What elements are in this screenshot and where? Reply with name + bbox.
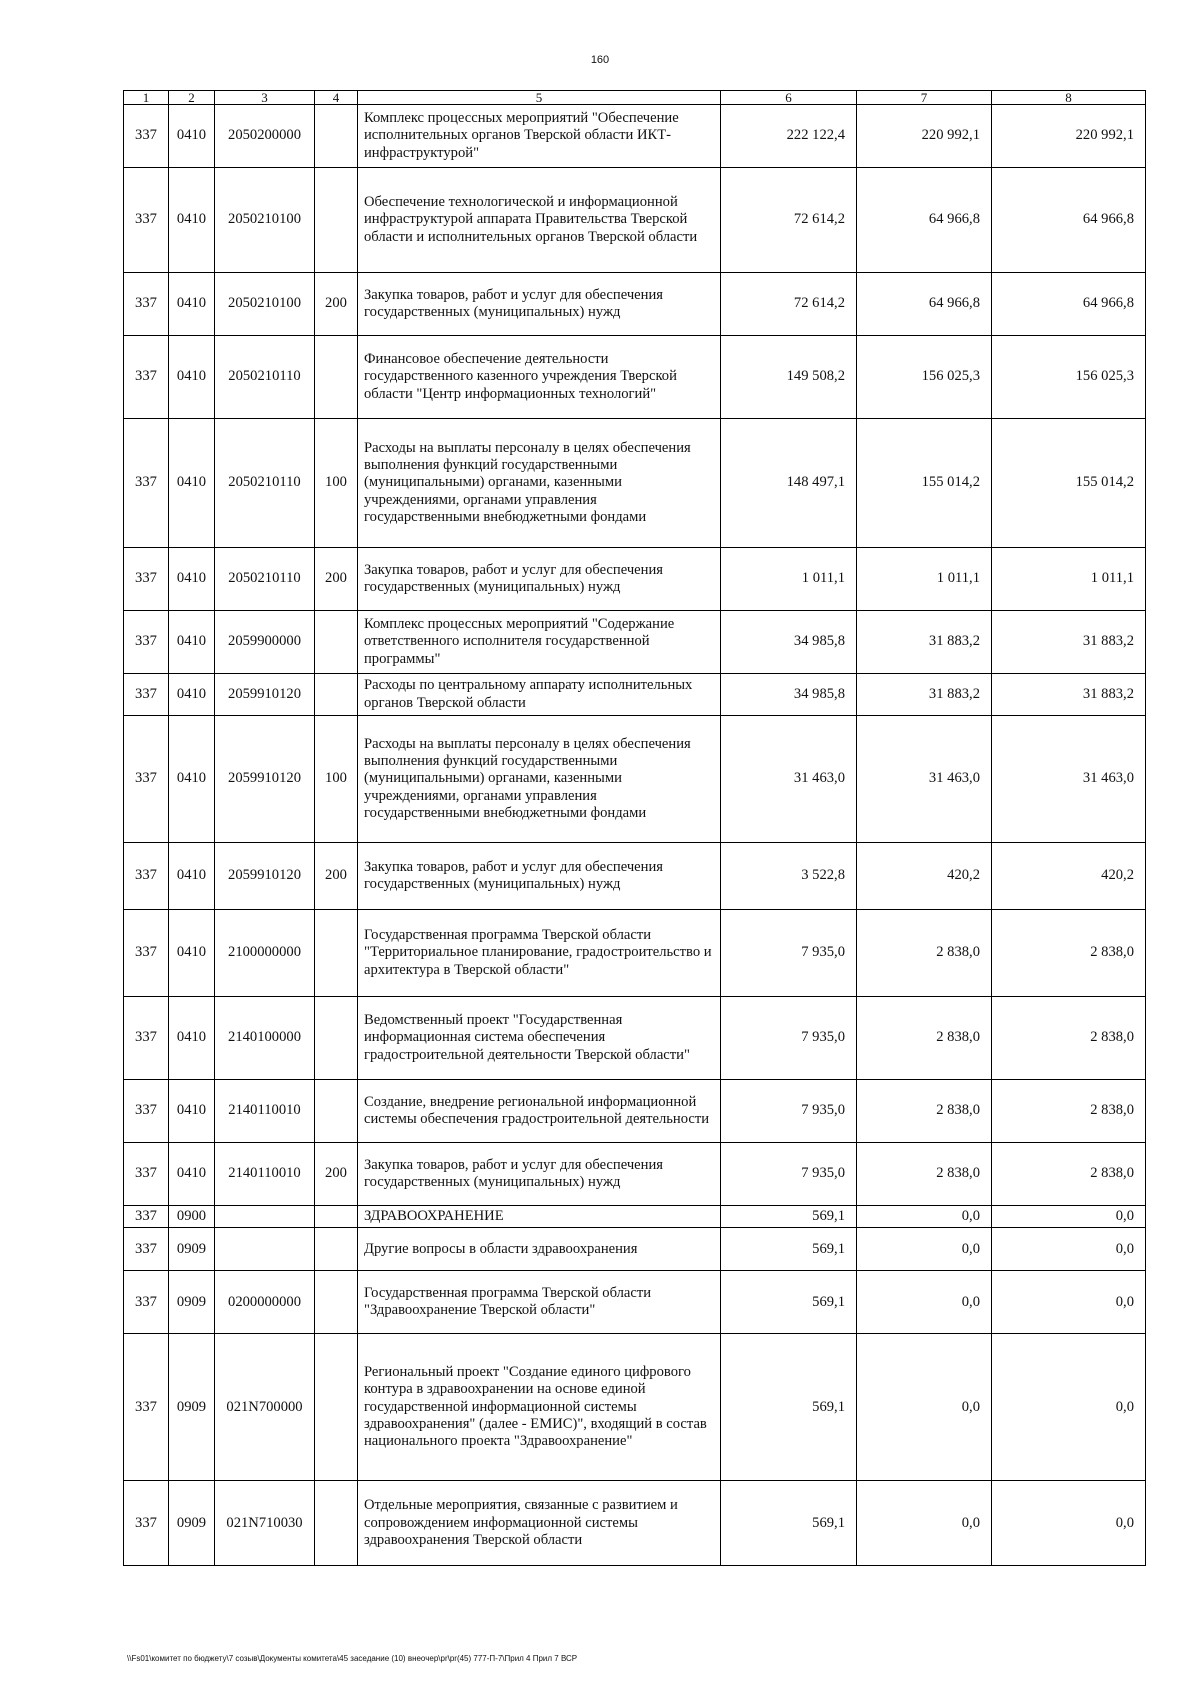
section-code-cell: 0410 [169,611,215,674]
amount-col6-cell: 148 497,1 [721,419,857,548]
column-header-4: 4 [315,91,358,105]
description-cell: Закупка товаров, работ и услуг для обеспечения государственных (муниципальных) нужд [358,1143,721,1206]
admin-code-cell: 337 [124,1481,169,1566]
admin-code-cell: 337 [124,419,169,548]
amount-col8-cell: 155 014,2 [992,419,1146,548]
amount-col8-cell: 0,0 [992,1481,1146,1566]
amount-col8-cell: 31 883,2 [992,611,1146,674]
amount-col8-cell: 31 883,2 [992,674,1146,716]
column-header-6: 6 [721,91,857,105]
amount-col6-cell: 569,1 [721,1481,857,1566]
target-article-cell: 2059910120 [215,674,315,716]
admin-code-cell: 337 [124,105,169,168]
target-article-cell [215,1206,315,1228]
table-row [124,168,1146,273]
description-cell: Государственная программа Тверской области "Здравоохранение Тверской области" [358,1271,721,1334]
admin-code-cell: 337 [124,1143,169,1206]
expense-type-cell: 200 [315,843,358,910]
description-cell: Расходы по центральному аппарату исполнительных органов Тверской области [358,674,721,716]
amount-col8-cell: 0,0 [992,1271,1146,1334]
amount-col8-cell: 2 838,0 [992,910,1146,997]
target-article-cell: 0200000000 [215,1271,315,1334]
description-cell: Закупка товаров, работ и услуг для обеспечения государственных (муниципальных) нужд [358,273,721,336]
amount-col8-cell: 0,0 [992,1206,1146,1228]
admin-code-cell: 337 [124,997,169,1080]
amount-col8-cell: 156 025,3 [992,336,1146,419]
table-row [124,1080,1146,1143]
admin-code-cell: 337 [124,674,169,716]
target-article-cell: 2050200000 [215,105,315,168]
amount-col6-cell: 34 985,8 [721,674,857,716]
table-row [124,1228,1146,1271]
description-cell: Расходы на выплаты персоналу в целях обеспечения выполнения функций государственными (муниципальными) органами, казенными учреждениями, органами управления государственными внебюджетными фондами [358,716,721,843]
target-article-cell: 2059910120 [215,843,315,910]
admin-code-cell: 337 [124,1334,169,1481]
expense-type-cell: 200 [315,273,358,336]
table-row [124,419,1146,548]
section-code-cell: 0410 [169,336,215,419]
description-cell: Отдельные мероприятия, связанные с развитием и сопровождением информационной системы здравоохранения Тверской области [358,1481,721,1566]
amount-col8-cell: 64 966,8 [992,273,1146,336]
description-cell: Региональный проект "Создание единого цифрового контура в здравоохранении на основе единой государственной информационной системы здравоохранения" (далее - ЕМИС)", входящий в состав национального проекта "Здравоохранение" [358,1334,721,1481]
amount-col7-cell: 31 883,2 [857,674,992,716]
description-cell: ЗДРАВООХРАНЕНИЕ [358,1206,721,1228]
admin-code-cell: 337 [124,910,169,997]
description-cell: Закупка товаров, работ и услуг для обеспечения государственных (муниципальных) нужд [358,843,721,910]
amount-col8-cell: 2 838,0 [992,997,1146,1080]
description-cell: Государственная программа Тверской области "Территориальное планирование, градостроительство и архитектура в Тверской области" [358,910,721,997]
table-row [124,910,1146,997]
column-header-2: 2 [169,91,215,105]
amount-col7-cell: 156 025,3 [857,336,992,419]
table-row [124,336,1146,419]
amount-col6-cell: 7 935,0 [721,1143,857,1206]
table-row [124,716,1146,843]
table-row [124,1334,1146,1481]
description-cell: Другие вопросы в области здравоохранения [358,1228,721,1271]
amount-col8-cell: 0,0 [992,1228,1146,1271]
column-header-1: 1 [124,91,169,105]
amount-col8-cell: 1 011,1 [992,548,1146,611]
target-article-cell: 2050210110 [215,419,315,548]
amount-col6-cell: 72 614,2 [721,273,857,336]
target-article-cell: 2059900000 [215,611,315,674]
amount-col7-cell: 0,0 [857,1206,992,1228]
description-cell: Комплекс процессных мероприятий "Обеспечение исполнительных органов Тверской области ИКТ-инфраструктурой" [358,105,721,168]
admin-code-cell: 337 [124,1080,169,1143]
column-header-5: 5 [358,91,721,105]
amount-col8-cell: 2 838,0 [992,1143,1146,1206]
amount-col7-cell: 2 838,0 [857,997,992,1080]
section-code-cell: 0410 [169,910,215,997]
amount-col7-cell: 0,0 [857,1334,992,1481]
table-row [124,843,1146,910]
section-code-cell: 0410 [169,419,215,548]
amount-col7-cell: 0,0 [857,1481,992,1566]
amount-col7-cell: 31 463,0 [857,716,992,843]
amount-col8-cell: 31 463,0 [992,716,1146,843]
table-row [124,611,1146,674]
expense-type-cell [315,1481,358,1566]
description-cell: Обеспечение технологической и информационной инфраструктурой аппарата Правительства Тверской области и исполнительных органов Тверской области [358,168,721,273]
admin-code-cell: 337 [124,1271,169,1334]
target-article-cell: 021N710030 [215,1481,315,1566]
section-code-cell: 0410 [169,716,215,843]
amount-col7-cell: 0,0 [857,1271,992,1334]
expense-type-cell [315,1271,358,1334]
amount-col8-cell: 220 992,1 [992,105,1146,168]
section-code-cell: 0410 [169,1143,215,1206]
amount-col6-cell: 7 935,0 [721,997,857,1080]
budget-table [123,90,1146,1566]
admin-code-cell: 337 [124,716,169,843]
expense-type-cell [315,910,358,997]
section-code-cell: 0410 [169,273,215,336]
amount-col6-cell: 569,1 [721,1271,857,1334]
target-article-cell [215,1228,315,1271]
expense-type-cell: 200 [315,1143,358,1206]
header-row [124,91,1146,105]
target-article-cell: 021N700000 [215,1334,315,1481]
section-code-cell: 0909 [169,1481,215,1566]
admin-code-cell: 337 [124,843,169,910]
amount-col8-cell: 2 838,0 [992,1080,1146,1143]
amount-col7-cell: 64 966,8 [857,273,992,336]
column-header-7: 7 [857,91,992,105]
amount-col7-cell: 2 838,0 [857,1143,992,1206]
amount-col8-cell: 420,2 [992,843,1146,910]
table-row [124,105,1146,168]
expense-type-cell [315,105,358,168]
table-row [124,1143,1146,1206]
amount-col7-cell: 155 014,2 [857,419,992,548]
target-article-cell: 2050210110 [215,548,315,611]
amount-col6-cell: 7 935,0 [721,1080,857,1143]
amount-col7-cell: 0,0 [857,1228,992,1271]
target-article-cell: 2140110010 [215,1143,315,1206]
amount-col6-cell: 3 522,8 [721,843,857,910]
amount-col6-cell: 569,1 [721,1334,857,1481]
admin-code-cell: 337 [124,168,169,273]
target-article-cell: 2050210110 [215,336,315,419]
amount-col6-cell: 7 935,0 [721,910,857,997]
admin-code-cell: 337 [124,1228,169,1271]
admin-code-cell: 337 [124,336,169,419]
section-code-cell: 0909 [169,1271,215,1334]
target-article-cell: 2059910120 [215,716,315,843]
description-cell: Создание, внедрение региональной информационной системы обеспечения градостроительной деятельности [358,1080,721,1143]
table-row [124,674,1146,716]
amount-col6-cell: 1 011,1 [721,548,857,611]
target-article-cell: 2050210100 [215,168,315,273]
amount-col7-cell: 64 966,8 [857,168,992,273]
amount-col7-cell: 2 838,0 [857,1080,992,1143]
section-code-cell: 0410 [169,1080,215,1143]
section-code-cell: 0410 [169,843,215,910]
section-code-cell: 0410 [169,674,215,716]
expense-type-cell: 100 [315,419,358,548]
table-row [124,548,1146,611]
amount-col7-cell: 31 883,2 [857,611,992,674]
section-code-cell: 0410 [169,105,215,168]
amount-col6-cell: 149 508,2 [721,336,857,419]
description-cell: Расходы на выплаты персоналу в целях обеспечения выполнения функций государственными (муниципальными) органами, казенными учреждениями, органами управления государственными внебюджетными фондами [358,419,721,548]
expense-type-cell [315,168,358,273]
target-article-cell: 2140110010 [215,1080,315,1143]
amount-col7-cell: 220 992,1 [857,105,992,168]
section-code-cell: 0410 [169,168,215,273]
footer-file-path: \\Fs01\комитет по бюджету\7 созыв\Документы комитета\45 заседание (10) внеочер\pr\pr(45) 777-П-7\Прил 4 Прил 7 ВСР [127,1654,578,1663]
column-header-3: 3 [215,91,315,105]
admin-code-cell: 337 [124,611,169,674]
section-code-cell: 0410 [169,997,215,1080]
table-row [124,1206,1146,1228]
table-row [124,997,1146,1080]
expense-type-cell [315,1334,358,1481]
page-number: 160 [590,54,610,66]
admin-code-cell: 337 [124,273,169,336]
amount-col7-cell: 2 838,0 [857,910,992,997]
amount-col7-cell: 1 011,1 [857,548,992,611]
section-code-cell: 0909 [169,1228,215,1271]
expense-type-cell [315,997,358,1080]
target-article-cell: 2100000000 [215,910,315,997]
expense-type-cell: 100 [315,716,358,843]
target-article-cell: 2140100000 [215,997,315,1080]
description-cell: Комплекс процессных мероприятий "Содержание ответственного исполнителя государственной программы" [358,611,721,674]
amount-col8-cell: 0,0 [992,1334,1146,1481]
amount-col8-cell: 64 966,8 [992,168,1146,273]
amount-col6-cell: 569,1 [721,1206,857,1228]
column-header-8: 8 [992,91,1146,105]
expense-type-cell [315,336,358,419]
expense-type-cell [315,1206,358,1228]
amount-col6-cell: 34 985,8 [721,611,857,674]
amount-col7-cell: 420,2 [857,843,992,910]
amount-col6-cell: 31 463,0 [721,716,857,843]
target-article-cell: 2050210100 [215,273,315,336]
table-row [124,1271,1146,1334]
expense-type-cell [315,1080,358,1143]
description-cell: Ведомственный проект "Государственная информационная система обеспечения градостроительной деятельности Тверской области" [358,997,721,1080]
expense-type-cell: 200 [315,548,358,611]
amount-col6-cell: 569,1 [721,1228,857,1271]
amount-col6-cell: 222 122,4 [721,105,857,168]
section-code-cell: 0909 [169,1334,215,1481]
expense-type-cell [315,674,358,716]
admin-code-cell: 337 [124,548,169,611]
expense-type-cell [315,611,358,674]
amount-col6-cell: 72 614,2 [721,168,857,273]
description-cell: Закупка товаров, работ и услуг для обеспечения государственных (муниципальных) нужд [358,548,721,611]
table-row [124,273,1146,336]
expense-type-cell [315,1228,358,1271]
description-cell: Финансовое обеспечение деятельности государственного казенного учреждения Тверской области "Центр информационных технологий" [358,336,721,419]
section-code-cell: 0410 [169,548,215,611]
section-code-cell: 0900 [169,1206,215,1228]
admin-code-cell: 337 [124,1206,169,1228]
table-row [124,1481,1146,1566]
